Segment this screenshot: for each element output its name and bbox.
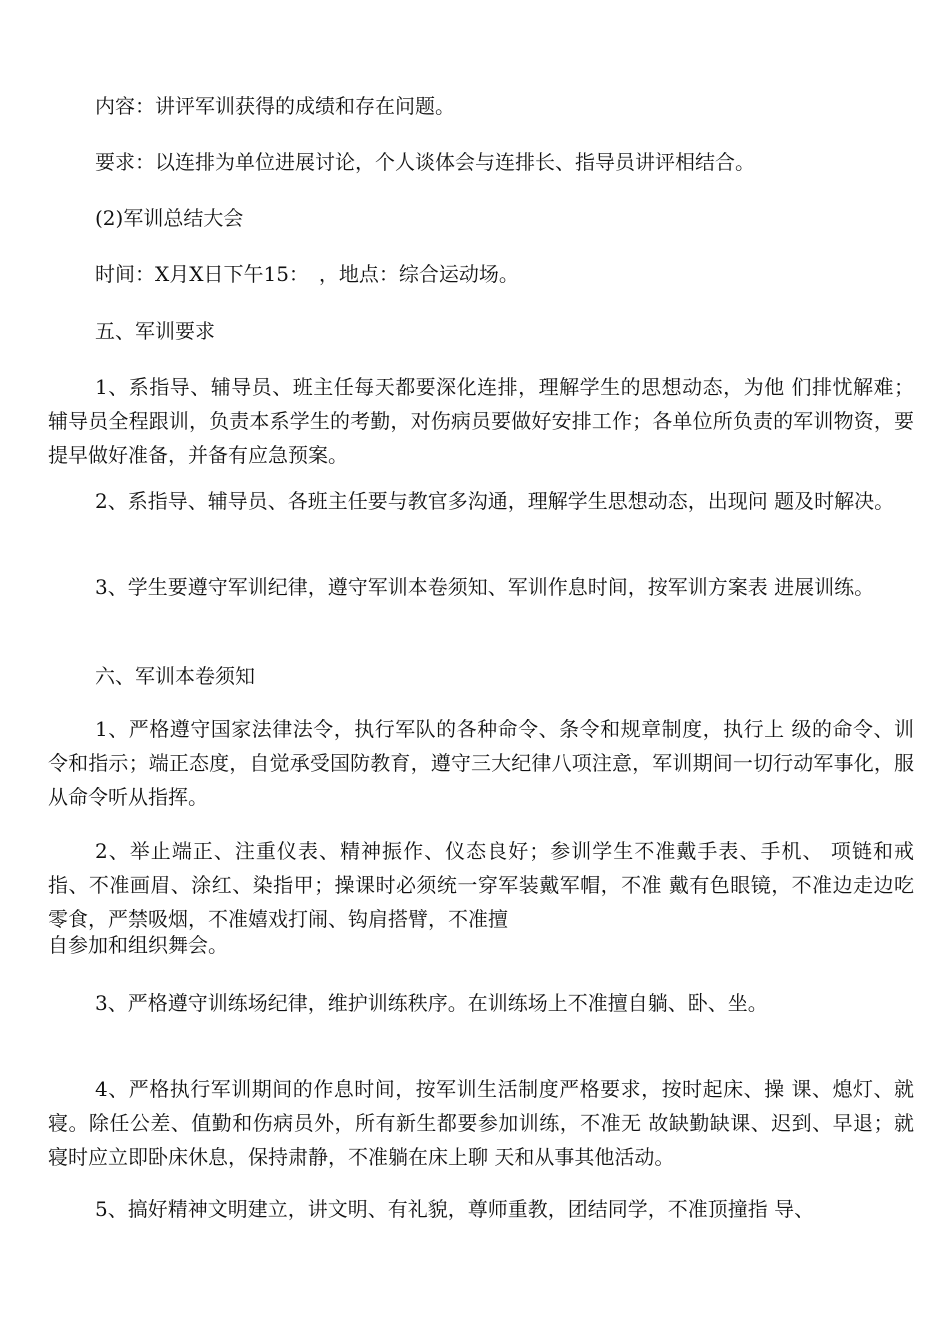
section6-item-1: 1、严格遵守国家法律法令，执行军队的各种命令、条令和规章制度，执行上 级的命令、训令和指示；端正态度，自觉承受国防教育，遵守三大纪律八项注意，军训期间一切行动军事化，服从命令听从指挥。	[48, 717, 914, 809]
summary-meeting-heading: (2)军训总结大会	[95, 206, 244, 230]
section6-item-2: 2、举止端正、注重仪表、精神振作、仪态良好；参训学生不准戴手表、手机、 项链和戒指、不准画眉、涂红、染指甲；操课时必须统一穿军装戴军帽，不准 戴有色眼镜，不准边走边吃零食，严禁吸烟，不准嬉戏打闹、钩肩搭臂，不准擅	[48, 839, 914, 931]
section5-item-3: 3、学生要遵守军训纪律，遵守军训本卷须知、军训作息时间，按军训方案表 进展训练。	[95, 575, 875, 599]
section6-item-3: 3、严格遵守训练场纪律，维护训练秩序。在训练场上不准擅自躺、卧、坐。	[95, 991, 768, 1015]
section6-item-5: 5、搞好精神文明建立，讲文明、有礼貌，尊师重教，团结同学，不准顶撞指 导、	[95, 1197, 815, 1221]
section5-item-1: 1、系指导、辅导员、班主任每天都要深化连排，理解学生的思想动态，为他 们排忧解难；辅导员全程跟训，负责本系学生的考勤，对伤病员要做好安排工作；各单位所负责的军训物资，要提早做好准备，并备有应急预案。	[48, 375, 914, 467]
content-line: 内容：讲评军训获得的成绩和存在问题。	[95, 94, 455, 118]
section5-item-2: 2、系指导、辅导员、各班主任要与教官多沟通，理解学生思想动态，出现问 题及时解决。	[95, 489, 895, 513]
requirement-line: 要求：以连排为单位进展讨论，个人谈体会与连排长、指导员讲评相结合。	[95, 150, 755, 174]
time-place-line: 时间：X月X日下午15： ，地点：综合运动场。	[95, 262, 519, 286]
section6-item-4: 4、严格执行军训期间的作息时间，按军训生活制度严格要求，按时起床、操 课、熄灯、就寝。除任公差、值勤和伤病员外，所有新生都要参加训练，不准无 故缺勤缺课、迟到、早退；就寝时应立即卧床休息，保持肃静，不准躺在床上聊 天和从事其他活动。	[48, 1077, 914, 1169]
section6-title: 六、军训本卷须知	[95, 664, 255, 688]
section5-title: 五、军训要求	[95, 319, 215, 343]
section6-item-2-continued: 自参加和组织舞会。	[48, 933, 228, 957]
